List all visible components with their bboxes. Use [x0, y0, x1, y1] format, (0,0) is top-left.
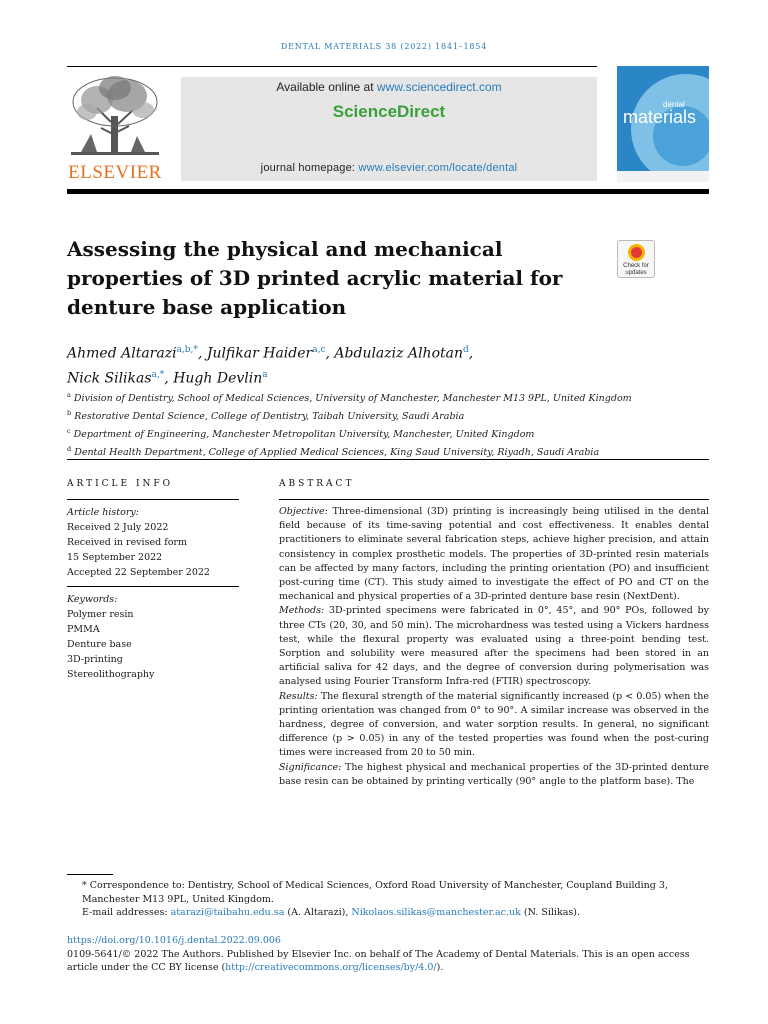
doi-link[interactable]: https://doi.org/10.1016/j.dental.2022.09.006	[67, 935, 281, 946]
keyword-item: 3D-printing	[67, 654, 123, 665]
sciencedirect-banner	[181, 77, 597, 181]
abstract-paragraph: Significance: The highest physical and mechanical properties of the 3D-printed denture base resin can be obtained by printing vertically (90° angle to the platform base). The	[279, 761, 709, 787]
homepage-prefix: journal homepage:	[260, 162, 359, 174]
author-affil-sup[interactable]: a	[262, 369, 268, 380]
author-name[interactable]: Hugh Devlin	[173, 370, 263, 387]
keywords-heading: Keywords:	[67, 594, 118, 605]
section-rule	[67, 459, 709, 460]
email-addresses: E-mail addresses: atarazi@taibahu.edu.sa (A. Altarazi), Nikolaos.silikas@manchester.ac.uk (N. Silikas).	[82, 907, 580, 918]
email-link[interactable]: atarazi@taibahu.edu.sa	[170, 907, 285, 918]
available-online	[181, 80, 597, 94]
license-link[interactable]: http://creativecommons.org/licenses/by/4.0/	[225, 962, 437, 973]
crossmark-icon	[628, 244, 645, 261]
keyword-item: PMMA	[67, 624, 100, 635]
cover-footer	[617, 171, 709, 182]
article-history	[67, 505, 239, 580]
abstract-label: Objective:	[279, 506, 328, 517]
available-prefix: Available online at	[276, 80, 377, 94]
history-heading: Article history:	[67, 507, 139, 518]
keywords-rule	[67, 586, 239, 587]
journal-homepage-link[interactable]: www.elsevier.com/locate/dental	[358, 162, 518, 174]
elsevier-logo[interactable]	[67, 74, 163, 184]
affiliation-item: $^b$ Restorative Dental Science, College of Dentistry, Taibah University, Saudi Arabia	[67, 409, 465, 423]
affiliation-item: $^c$ Department of Engineering, Manchester Metropolitan University, Manchester, United Kingdom	[67, 427, 535, 441]
elsevier-tree-icon	[67, 74, 163, 160]
keyword-item: Polymer resin	[67, 609, 134, 620]
author-affil-sup[interactable]: a,b,*	[176, 345, 198, 355]
affiliation-item: $^a$ Division of Dentistry, School of Medical Sciences, University of Manchester, Manchester M13 9PL, United Kingdom	[67, 391, 632, 405]
cover-title-small: dental	[663, 100, 685, 109]
journal-homepage	[181, 162, 597, 174]
abstract-heading: ABSTRACT	[279, 479, 355, 489]
journal-cover[interactable]	[617, 66, 709, 182]
keyword-item: Denture base	[67, 639, 132, 650]
keyword-item: Stereolithography	[67, 669, 155, 680]
author-name[interactable]: Ahmed Altarazi	[67, 345, 177, 362]
license-text: 0109-5641/© 2022 The Authors. Published by Elsevier Inc. on behalf of The Academy of Dental Materials. This is an open access article under the CC BY license (http://creativecommons.org/licenses/by/4.0/).	[67, 948, 690, 973]
author-list: Ahmed Altarazi$^{a,b,*}$, Julfikar Haider$^{a,c}$, Abdulaziz Alhotan$^d$, Nick Silikas$^{a,*}$, Hugh Devlin$^a$	[67, 345, 474, 387]
history-item: Received 2 July 2022	[67, 522, 169, 533]
article-info-rule	[67, 499, 239, 500]
abstract-rule	[279, 499, 709, 500]
sciencedirect-brand[interactable]: ScienceDirect	[332, 102, 446, 121]
elsevier-wordmark: ELSEVIER	[68, 162, 162, 183]
history-item: Received in revised form	[67, 537, 187, 548]
doi-block	[67, 934, 709, 975]
author-affil-sup[interactable]: a,c	[312, 345, 326, 355]
history-item: 15 September 2022	[67, 552, 163, 563]
abstract-label: Results:	[279, 690, 318, 702]
author-affil-sup[interactable]: d	[462, 345, 469, 355]
running-head: DENTAL MATERIALS 38 (2022) 1841–1854	[280, 42, 488, 51]
abstract-paragraph: Objective: Three-dimensional (3D) printing is increasingly being utilised in the dental field because of its time-saving potential and cost effectiveness. It enables dental practitioners to eliminate several fabrication steps, achieve higher precision, and attain consistency in complex prosthetic models. The properties of 3D-printed resin materials can be affected by many factors, including the printing orientation (PO) and insufficient post-curing time (CT). This study aimed to investigate the effect of PO and CT on the mechanical and physical properties of a 3D-printed denture base resin (NextDent).	[279, 506, 709, 603]
check-for-updates-button[interactable]	[617, 240, 655, 278]
abstract-label: Significance:	[279, 761, 342, 773]
cover-title-large: materials	[623, 107, 697, 127]
author-affil-sup[interactable]: a,*	[151, 369, 165, 380]
affiliation-item: $^d$ Dental Health Department, College of Applied Medical Sciences, King Saud University, Riyadh, Saudi Arabia	[67, 445, 600, 459]
author-name[interactable]: Abdulaziz Alhotan	[334, 345, 463, 362]
check-for-updates-label: Check for updates	[623, 263, 649, 276]
abstract-label: Methods:	[279, 605, 325, 617]
author-name[interactable]: Nick Silikas	[67, 370, 152, 387]
article-title: Assessing the physical and mechanical properties of 3D printed acrylic material for denture base application	[67, 237, 563, 319]
abstract-paragraph: Results: The flexural strength of the material significantly increased (p < 0.05) when the printing orientation was changed from 0° to 90°. A similar increase was observed in the hardness, degree of conversion, and water sorption results. In general, no significant difference (p > 0.05) in any of the tested properties was found when the post-curing times were increased from 20 to 50 min.	[279, 690, 709, 759]
author-name[interactable]: Julfikar Haider	[206, 345, 313, 362]
sciencedirect-link[interactable]: www.sciencedirect.com	[376, 80, 502, 94]
keywords	[67, 592, 239, 682]
footnote-rule	[67, 874, 113, 875]
email-link[interactable]: Nikolaos.silikas@manchester.ac.uk	[351, 907, 521, 918]
correspondence-footnote	[67, 879, 709, 920]
article-info-heading: ARTICLE INFO	[67, 479, 174, 489]
header-rule	[67, 66, 597, 67]
abstract-body	[279, 505, 709, 789]
header-thick-rule	[67, 189, 709, 194]
abstract-paragraph: Methods: 3D-printed specimens were fabricated in 0°, 45°, and 90° POs, followed by three CTs (20, 30, and 50 min). The microhardness was tested using a Vickers hardness test, while the flexural property was evaluated using a three-point bending test. Sorption and solubility were measured after the specimens had been stored in an artificial saliva for 42 days, and the degree of conversion during polymerisation was analysed using Fourier Transform Infra-red (FTIR) spectroscopy.	[279, 605, 709, 688]
history-item: Accepted 22 September 2022	[67, 567, 210, 578]
affiliations	[67, 388, 707, 461]
correspondence-text: * Correspondence to: Dentistry, School of Medical Sciences, Oxford Road University of Manchester, Coupland Building 3, Manchester M13 9PL, United Kingdom.	[82, 880, 668, 905]
